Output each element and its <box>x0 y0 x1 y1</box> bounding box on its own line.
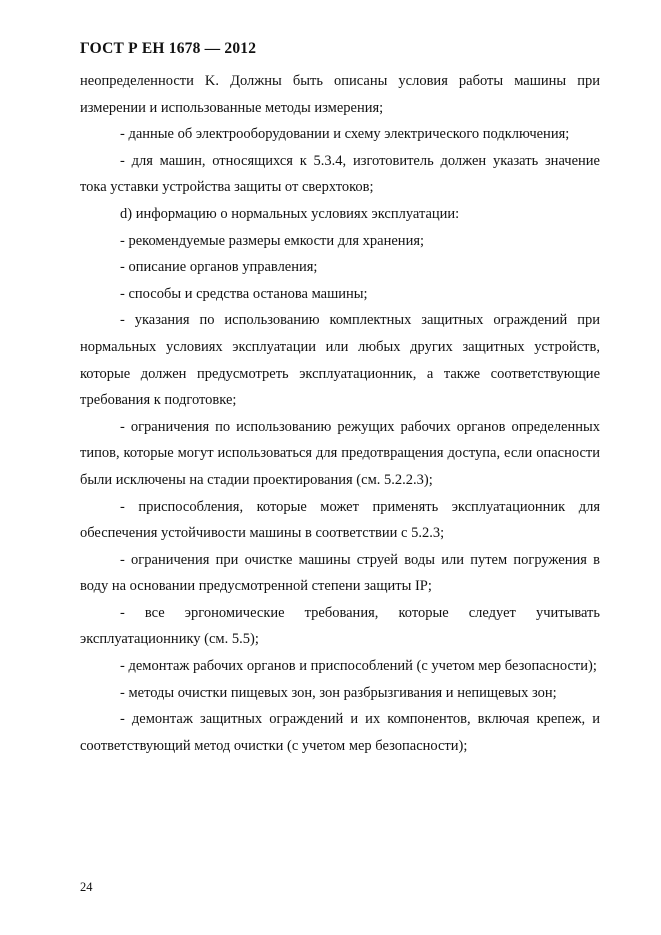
paragraph-5: - рекомендуемые размеры емкости для хранения; <box>120 232 425 249</box>
paragraph-11: - ограничения при очистке машины струей воды или путем погружения в воду на основании предусмотренной степени защиты IP; <box>80 551 600 595</box>
paragraph-12: - все эргономические требования, которые следует учитывать эксплуатационнику (см. 5.5); <box>80 604 600 648</box>
paragraph-8: - указания по использованию комплектных защитных ограждений при нормальных условиях эксплуатации или любых других защитных устройств, которые должен предусмотреть эксплуатационник, а также соответствующие требования к подготовке; <box>80 312 600 409</box>
paragraph-14: - методы очистки пищевых зон, зон разбрызгивания и непищевых зон; <box>120 684 557 701</box>
document-header: ГОСТ Р ЕН 1678 — 2012 <box>80 40 257 57</box>
paragraph-9: - ограничения по использованию режущих рабочих органов определенных типов, которые могут использоваться для предотвращения доступа, если опасности были исключены на стадии проектирования (см. 5.2.2.3); <box>80 418 600 488</box>
paragraph-3: - для машин, относящихся к 5.3.4, изготовитель должен указать значение тока уставки устройства защиты от сверхтоков; <box>80 152 600 196</box>
paragraph-6: - описание органов управления; <box>120 259 318 276</box>
paragraph-15: - демонтаж защитных ограждений и их компонентов, включая крепеж, и соответствующий метод очистки (с учетом мер безопасности); <box>80 711 600 754</box>
page-number: 24 <box>80 880 93 894</box>
paragraph-1: неопределенности K. Должны быть описаны условия работы машины при измерении и использованные методы измерения; <box>80 73 600 116</box>
paragraph-7: - способы и средства останова машины; <box>120 285 368 302</box>
document-body <box>80 68 600 759</box>
paragraph-13: - демонтаж рабочих органов и приспособлений (с учетом мер безопасности); <box>120 658 597 675</box>
paragraph-4: d) информацию о нормальных условиях эксплуатации: <box>120 205 460 222</box>
paragraph-10: - приспособления, которые может применять эксплуатационник для обеспечения устойчивости машины в соответствии с 5.2.3; <box>80 498 600 542</box>
paragraph-2: - данные об электрооборудовании и схему электрического подключения; <box>120 126 570 143</box>
